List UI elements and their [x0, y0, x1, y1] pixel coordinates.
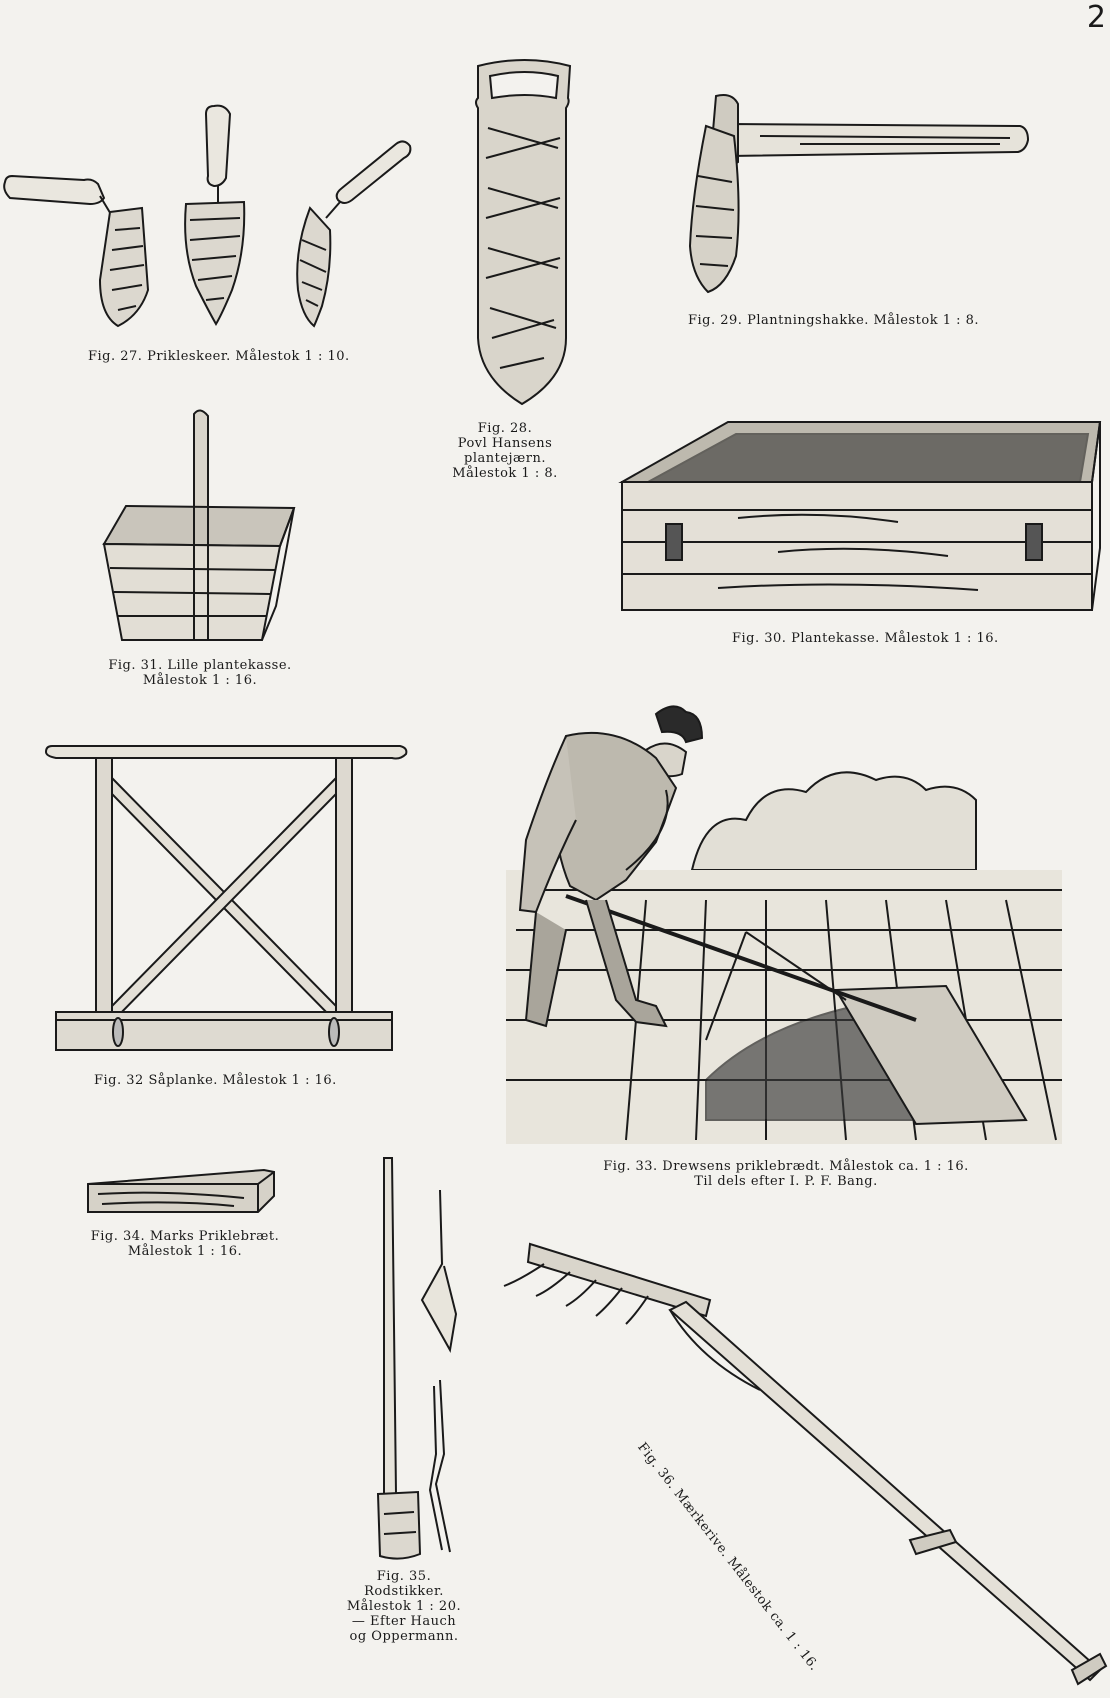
fig33-caption-line-1: Fig. 33. Drewsens priklebrædt. Målestok ca. 1 : 16. — [603, 1159, 969, 1174]
fig32-sowing-plank-illustration — [44, 742, 410, 1054]
fig35-caption-line-1: Fig. 35. — [376, 1569, 432, 1584]
fig29-planting-hoe-illustration — [680, 86, 1030, 296]
fig36-marking-rake-illustration — [500, 1240, 1106, 1696]
page-number: 2 — [1086, 0, 1106, 35]
fig34-pricking-plank-illustration — [84, 1166, 280, 1218]
fig31-caption-line-1: Fig. 31. Lille plantekasse. — [108, 658, 292, 673]
fig31-small-plant-box-illustration — [100, 410, 300, 650]
fig31-caption-line-2: Målestok 1 : 16. — [142, 673, 258, 688]
fig35-caption-line-5: og Oppermann. — [349, 1629, 459, 1644]
fig31-caption — [100, 658, 300, 688]
fig35-root-spade-illustration — [370, 1154, 470, 1564]
fig35-caption — [344, 1569, 464, 1644]
fig29-caption: Fig. 29. Plantningshakke. Målestok 1 : 8. — [688, 313, 980, 328]
fig28-caption-line-1: Fig. 28. — [477, 421, 533, 436]
fig32-caption: Fig. 32 Såplanke. Målestok 1 : 16. — [94, 1073, 337, 1088]
fig35-caption-line-2: Rodstikker. — [364, 1584, 444, 1599]
fig28-caption — [450, 421, 560, 481]
fig35-caption-line-3: Målestok 1 : 20. — [346, 1599, 462, 1614]
fig34-caption-line-2: Målestok 1 : 16. — [127, 1244, 243, 1259]
fig36-caption: Fig. 36. Mærkerive. Målestok ca. 1 : 16. — [634, 1440, 822, 1674]
fig30-caption: Fig. 30. Plantekasse. Målestok 1 : 16. — [732, 631, 999, 646]
fig27-caption: Fig. 27. Prikleskeer. Målestok 1 : 10. — [88, 349, 350, 364]
fig33-caption-line-2: Til dels efter I. P. F. Bang. — [694, 1174, 878, 1189]
fig34-caption-line-1: Fig. 34. Marks Priklebræt. — [90, 1229, 280, 1244]
fig33-pricking-board-scene-illustration — [506, 700, 1066, 1144]
fig35-caption-line-4: — Efter Hauch — [351, 1614, 457, 1629]
fig28-planting-iron-illustration — [470, 58, 580, 408]
fig30-plant-box-illustration — [618, 418, 1102, 614]
fig28-caption-line-2: Povl Hansens — [457, 436, 553, 451]
fig33-caption — [586, 1159, 986, 1189]
fig28-caption-line-3: plantejærn. — [464, 451, 546, 466]
fig34-caption — [80, 1229, 290, 1259]
fig27-trowels-illustration — [0, 100, 420, 340]
fig28-caption-line-4: Målestok 1 : 8. — [452, 466, 558, 481]
